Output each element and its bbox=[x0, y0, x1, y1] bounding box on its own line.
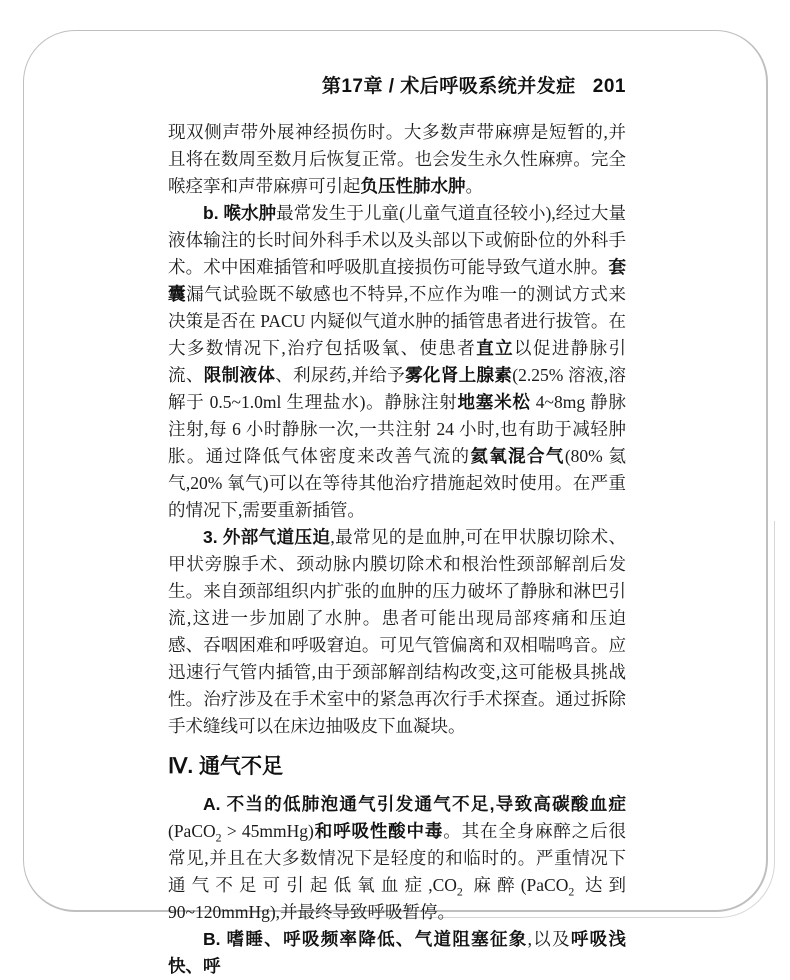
paragraph bbox=[168, 791, 626, 926]
text-run: ,最常见的是血肿,可在甲状腺切除术、甲状旁腺手术、颈动脉内膜切除术和根治性颈部解剖后发生。来自颈部组织内扩张的血肿的压力破坏了静脉和淋巴引流,这进一步加剧了水肿。患者可能出现局部疼痛和压迫感、吞咽困难和呼吸窘迫。可见气管偏离和双相喘鸣音。应迅速行气管内插管,由于颈部解剖结构改变,这可能极具挑战性。治疗涉及在手术室中的紧急再次行手术探查。通过拆除手术缝线可以在床边抽吸皮下血凝块。 bbox=[168, 527, 626, 736]
text-run: 、利尿药,并给予 bbox=[275, 365, 406, 385]
bold-term: 负压性肺水肿 bbox=[360, 176, 466, 196]
bold-term: b. 喉水肿 bbox=[203, 203, 277, 223]
bold-term: 直立 bbox=[476, 338, 515, 358]
text-run: 漏气试验既不敏感也不特异,不应作为唯一的测试方式来决策是否在 PACU 内疑似气道水肿的插管患者进行拔管。在大多数情况下,治疗包括吸氧、使患者 bbox=[168, 284, 627, 358]
paragraph bbox=[168, 200, 626, 524]
text-run: 。 bbox=[465, 176, 483, 196]
text-run: (80% 氦气,20% 氧气)可以在等待其他治疗措施起效时使用。在严重的情况下,需要重新插管。 bbox=[168, 446, 627, 520]
text-run: > 45mmHg) bbox=[221, 821, 314, 841]
text-run: ,以及 bbox=[527, 929, 571, 949]
bold-term: A. 不当的低肺泡通气引发通气不足,导致高碳酸血症 bbox=[203, 794, 626, 814]
bold-term: 限制液体 bbox=[203, 365, 276, 385]
text-run: 以促进静脉引流、 bbox=[168, 338, 627, 385]
page-number: 201 bbox=[592, 76, 626, 97]
bold-term: 地塞米松 bbox=[457, 392, 531, 412]
chapter-title: 第17章 / 术后呼吸系统并发症 bbox=[321, 76, 576, 97]
bold-term: 氦氧混合气 bbox=[470, 446, 565, 466]
subscript-text: 2 bbox=[568, 884, 575, 899]
text-run: Ⅳ. 通气不足 bbox=[168, 755, 284, 778]
paragraph bbox=[168, 119, 626, 200]
bold-term: 和呼吸性酸中毒 bbox=[313, 821, 444, 841]
text-run: 。其在全身麻醉之后很常见,并且在大多数情况下是轻度的和临时的。严重情况下通气不足可引起低氧血症,CO bbox=[168, 821, 627, 895]
running-header bbox=[168, 76, 626, 98]
text-run: (PaCO bbox=[168, 821, 216, 841]
text-run: 现双侧声带外展神经损伤时。大多数声带麻痹是短暂的,并且将在数周至数月后恢复正常。也会发生永久性麻痹。完全喉痉挛和声带麻痹可引起 bbox=[168, 122, 626, 196]
text-run: 4~8mg 静脉注射,每 6 小时静脉一次,一共注射 24 小时,也有助于减轻肿胀。通过降低气体密度来改善气流的 bbox=[168, 392, 626, 466]
page-content bbox=[168, 76, 626, 980]
text-run: 麻醉(PaCO bbox=[462, 875, 569, 895]
bold-term: 呼吸浅快、呼 bbox=[168, 929, 626, 976]
section-heading bbox=[168, 754, 626, 780]
text-run: (2.25% 溶液,溶解于 0.5~1.0ml 生理盐水)。静脉注射 bbox=[168, 365, 627, 412]
page-body bbox=[168, 119, 626, 980]
text-run: 最常发生于儿童(儿童气道直径较小),经过大量液体输注的长时间外科手术以及头部以下或俯卧位的外科手术。术中困难插管和呼吸肌直接损伤可能导致气道水肿。 bbox=[168, 203, 626, 277]
subscript-text: 2 bbox=[456, 884, 463, 899]
bold-term: 3. 外部气道压迫 bbox=[203, 527, 331, 547]
bold-term: B. 嗜睡、呼吸频率降低、气道阻塞征象 bbox=[203, 929, 528, 949]
text-run: 达到 90~120mmHg),并最终导致呼吸暂停。 bbox=[168, 875, 627, 922]
paragraph bbox=[168, 524, 626, 740]
bold-term: 套囊 bbox=[168, 257, 626, 304]
paragraph bbox=[168, 926, 626, 980]
subscript-text: 2 bbox=[215, 830, 222, 845]
bold-term: 雾化肾上腺素 bbox=[405, 365, 513, 385]
